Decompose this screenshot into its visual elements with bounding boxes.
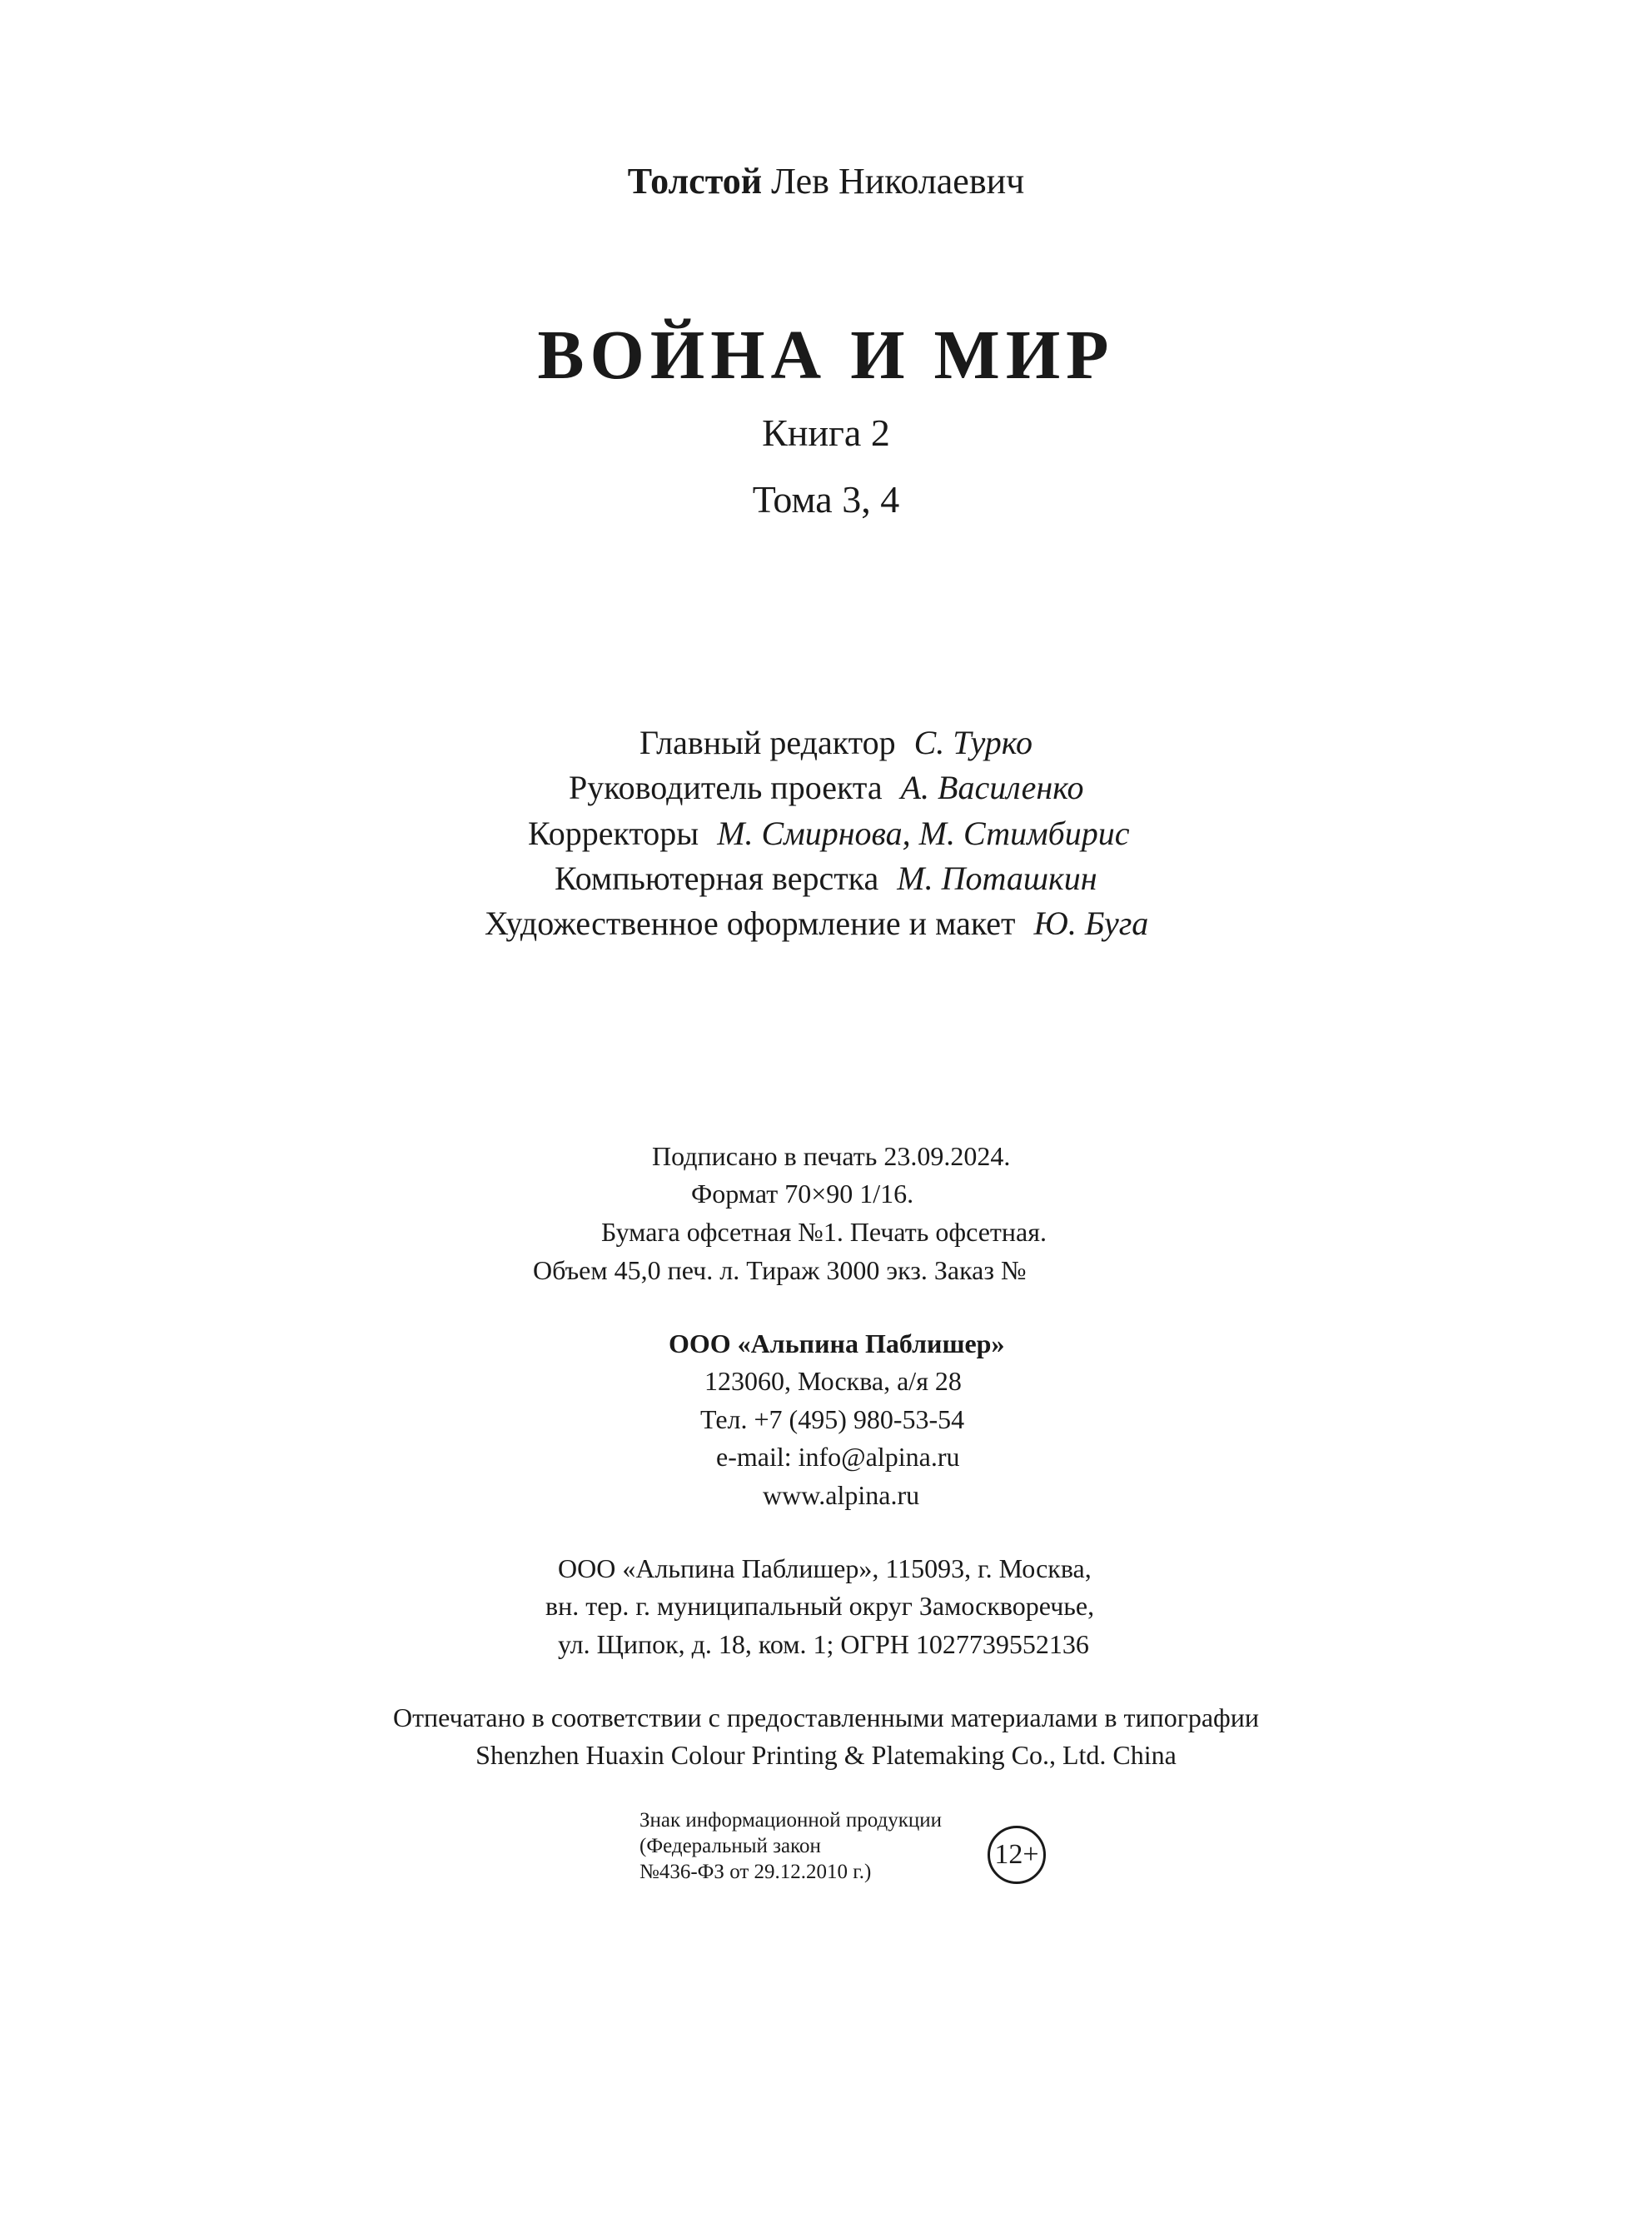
- publisher-phone: Тел. +7 (495) 980-53-54: [700, 1404, 965, 1434]
- volumes: Тома 3, 4: [752, 478, 900, 521]
- legal-address-line: ул. Щипок, д. 18, ком. 1; ОГРН 1027739552136: [558, 1629, 1089, 1659]
- credit-name: А. Василенко: [900, 769, 1084, 806]
- publisher-website: www.alpina.ru: [763, 1480, 920, 1510]
- publisher-name: ООО «Альпина Паблишер»: [669, 1328, 1005, 1358]
- imprint-paper: Бумага офсетная №1. Печать офсетная.: [601, 1217, 1047, 1247]
- credit-design: [485, 904, 1148, 943]
- age-rating-text-line: (Федеральный закон: [639, 1835, 821, 1857]
- age-rating-block: [639, 1807, 1139, 1907]
- author-line: [0, 160, 1652, 202]
- credit-role: Компьютерная верстка: [555, 860, 879, 897]
- author-surname: Толстой: [627, 161, 763, 202]
- book-number: Книга 2: [762, 411, 890, 454]
- credit-role: Корректоры: [528, 815, 699, 852]
- credit-role: Руководитель проекта: [569, 769, 883, 806]
- age-rating-badge: 12+: [988, 1826, 1046, 1884]
- imprint-signed: Подписано в печать 23.09.2024.: [652, 1141, 1011, 1171]
- publisher-email: e-mail: info@alpina.ru: [716, 1442, 960, 1472]
- legal-address-line: ООО «Альпина Паблишер», 115093, г. Москва,: [558, 1553, 1092, 1583]
- credit-project-manager: [569, 768, 1083, 807]
- age-rating-text-line: №436-ФЗ от 29.12.2010 г.): [639, 1861, 872, 1883]
- credit-chief-editor: [639, 723, 1032, 762]
- imprint-format: Формат 70×90 1/16.: [691, 1179, 914, 1209]
- credit-proofreaders: [528, 814, 1130, 853]
- credit-role: Главный редактор: [639, 724, 896, 761]
- age-rating-text-line: Знак информационной продукции: [639, 1809, 943, 1832]
- book-title: ВОЙНА И МИР: [537, 316, 1115, 394]
- credit-name: М. Смирнова, М. Стимбирис: [717, 815, 1130, 852]
- credit-name: С. Турко: [913, 724, 1032, 761]
- publisher-address: 123060, Москва, а/я 28: [704, 1366, 962, 1396]
- credit-name: Ю. Буга: [1033, 905, 1149, 942]
- author-given-names: Лев Николаевич: [771, 161, 1025, 202]
- legal-address-line: вн. тер. г. муниципальный округ Замоскворечье,: [545, 1591, 1095, 1621]
- credit-name: М. Поташкин: [897, 860, 1097, 897]
- printing-house: Shenzhen Huaxin Colour Printing & Platemaking Co., Ltd. China: [475, 1740, 1177, 1770]
- imprint-volume: Объем 45,0 печ. л. Тираж 3000 экз. Заказ №: [533, 1255, 1027, 1285]
- credit-layout: [555, 859, 1097, 898]
- printing-note: Отпечатано в соответствии с предоставленными материалами в типографии: [392, 1702, 1260, 1732]
- age-rating-text: [639, 1807, 942, 1885]
- credit-role: Художественное оформление и макет: [485, 905, 1016, 942]
